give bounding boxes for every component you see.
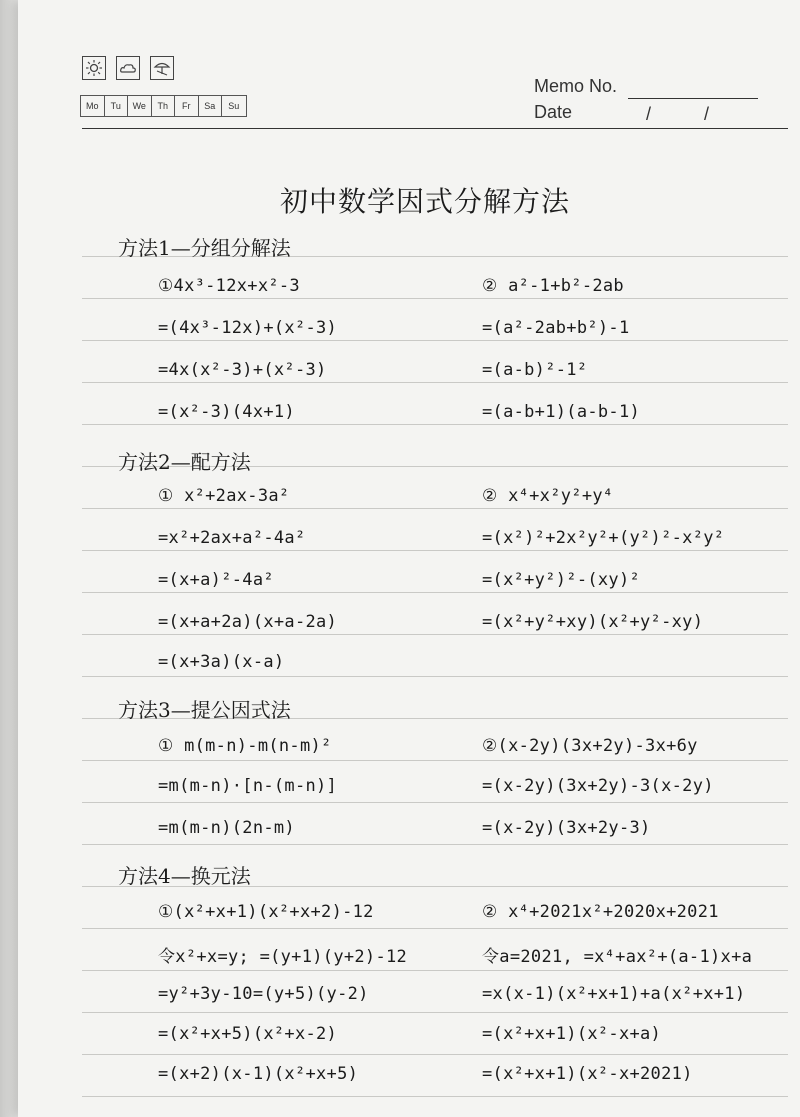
math-line: =(x+2)(x-1)(x²+x+5) <box>158 1064 359 1084</box>
math-line: =(a²-2ab+b²)-1 <box>482 318 630 338</box>
ruled-line <box>82 592 788 593</box>
math-line: =(4x³-12x)+(x²-3) <box>158 318 338 338</box>
section-heading-3: 方法3—提公因式法 <box>118 698 291 722</box>
math-line: ① m(m-n)-m(n-m)² <box>158 736 332 756</box>
math-line: =(x²+y²)²-(xy)² <box>482 570 641 590</box>
ruled-line <box>82 1054 788 1055</box>
math-line: =(x²)²+2x²y²+(y²)²-x²y² <box>482 528 725 548</box>
math-line: =(x-2y)(3x+2y)-3(x-2y) <box>482 776 714 796</box>
section-heading-1: 方法1—分组分解法 <box>118 236 291 260</box>
weekday-boxes <box>80 95 247 117</box>
day-we: We <box>128 96 152 116</box>
weather-icons <box>82 56 174 80</box>
ruled-line <box>82 802 788 803</box>
header-rule <box>82 128 788 129</box>
math-line: ①4x³-12x+x²-3 <box>158 276 300 296</box>
ruled-line <box>82 844 788 845</box>
math-line: =x(x-1)(x²+x+1)+a(x²+x+1) <box>482 984 746 1004</box>
section-heading-4: 方法4—换元法 <box>118 864 251 888</box>
math-line: =m(m-n)·[n-(m-n)] <box>158 776 338 796</box>
math-line: ② x⁴+x²y²+y⁴ <box>482 486 614 506</box>
day-mo: Mo <box>81 96 105 116</box>
memo-label: Memo No. <box>534 76 618 96</box>
cloud-icon <box>116 56 140 80</box>
math-line: =(x²+x+5)(x²+x-2) <box>158 1024 338 1044</box>
ruled-line <box>82 928 788 929</box>
notebook-page <box>18 0 800 1117</box>
day-fr: Fr <box>175 96 199 116</box>
ruled-line <box>82 760 788 761</box>
math-line: =(x²+x+1)(x²-x+a) <box>482 1024 662 1044</box>
section-heading-2: 方法2—配方法 <box>118 450 251 474</box>
date-slash-2: / <box>704 104 710 124</box>
ruled-line <box>82 550 788 551</box>
day-su: Su <box>228 101 240 111</box>
ruled-line <box>82 634 788 635</box>
notebook-binding <box>0 0 18 1117</box>
ruled-line <box>82 970 788 971</box>
math-line: =(x²+x+1)(x²-x+2021) <box>482 1064 693 1084</box>
math-line: ② a²-1+b²-2ab <box>482 276 624 296</box>
math-line: 令x²+x=y; =(y+1)(y+2)-12 <box>158 947 408 967</box>
day-th: Th <box>152 96 176 116</box>
math-line: ① x²+2ax-3a² <box>158 486 290 506</box>
math-line: =(x+a)²-4a² <box>158 570 274 590</box>
ruled-line <box>82 1096 788 1097</box>
math-line: ② x⁴+2021x²+2020x+2021 <box>482 902 719 922</box>
ruled-line <box>82 382 788 383</box>
math-line: =m(m-n)(2n-m) <box>158 818 295 838</box>
math-line: ①(x²+x+1)(x²+x+2)-12 <box>158 902 374 922</box>
math-line: =(a-b)²-1² <box>482 360 588 380</box>
ruled-line <box>82 298 788 299</box>
ruled-line <box>82 508 788 509</box>
sun-icon <box>82 56 106 80</box>
ruled-line <box>82 1012 788 1013</box>
math-line: =y²+3y-10=(y+5)(y-2) <box>158 984 369 1004</box>
memo-underline <box>628 98 758 99</box>
math-line: ②(x-2y)(3x+2y)-3x+6y <box>482 736 698 756</box>
ruled-line <box>82 676 788 677</box>
day-sa: Sa <box>199 96 223 116</box>
math-line: =(x+a+2a)(x+a-2a) <box>158 612 338 632</box>
math-line: 令a=2021, =x⁴+ax²+(a-1)x+a <box>482 947 753 967</box>
math-line: =(x-2y)(3x+2y-3) <box>482 818 651 838</box>
math-line: =x²+2ax+a²-4a² <box>158 528 306 548</box>
math-line: =(a-b+1)(a-b-1) <box>482 402 641 422</box>
page-title: 初中数学因式分解方法 <box>280 185 571 218</box>
math-line: =(x+3a)(x-a) <box>158 652 285 672</box>
math-line: =(x²+y²+xy)(x²+y²-xy) <box>482 612 704 632</box>
date-label: Date <box>534 102 573 122</box>
math-line: =4x(x²-3)+(x²-3) <box>158 360 327 380</box>
ruled-line <box>82 424 788 425</box>
rain-icon <box>150 56 174 80</box>
day-tu: Tu <box>105 96 129 116</box>
date-slash-1: / <box>646 104 652 124</box>
ruled-line <box>82 340 788 341</box>
math-line: =(x²-3)(4x+1) <box>158 402 295 422</box>
